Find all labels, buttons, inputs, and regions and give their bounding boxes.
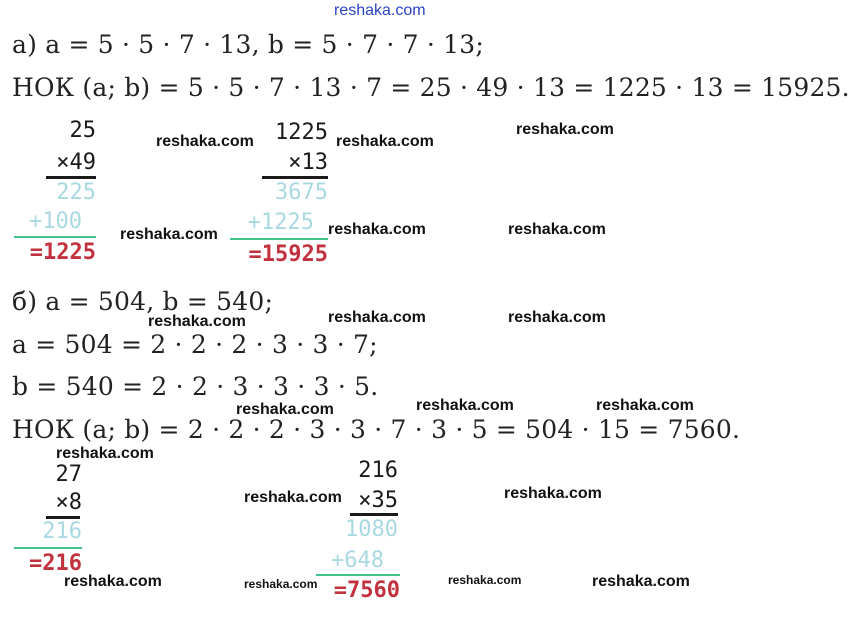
mult-b2-partial-1: 1080 <box>345 517 398 542</box>
part-b-lcm-line: НОК (a; b) = 2 · 2 · 2 · 3 · 3 · 7 · 3 · 5 = 504 · 15 = 7560. <box>12 415 741 444</box>
mult-b1-sum-rule <box>14 547 82 549</box>
watermark: reshaka.com <box>56 445 154 462</box>
mult-a2-partial-1: 3675 <box>275 180 328 205</box>
mult-b1-bottom: ×8 <box>55 490 82 515</box>
mult-b2-result: =7560 <box>333 578 400 603</box>
watermark: reshaka.com <box>64 573 162 590</box>
mult-a2-rule <box>262 176 328 179</box>
watermark: reshaka.com <box>416 397 514 414</box>
watermark: reshaka.com <box>236 401 334 418</box>
part-b-factor-a: a = 504 = 2 · 2 · 2 · 3 · 3 · 7; <box>12 330 378 359</box>
watermark: reshaka.com <box>148 313 246 330</box>
mult-a2-result: =15925 <box>248 242 328 267</box>
watermark: reshaka.com <box>448 573 522 587</box>
mult-a2-bottom: ×13 <box>288 150 328 175</box>
watermark: reshaka.com <box>592 573 690 590</box>
part-a-line-1: а) a = 5 · 5 · 7 · 13, b = 5 · 7 · 7 · 13; <box>12 30 485 59</box>
mult-a2-top: 1225 <box>275 120 328 145</box>
part-a-lcm-line: НОК (a; b) = 5 · 5 · 7 · 13 · 7 = 25 · 49 · 13 = 1225 · 13 = 15925. <box>12 73 850 102</box>
part-b-line-1: б) a = 504, b = 540; <box>12 287 274 316</box>
watermark: reshaka.com <box>336 133 434 150</box>
watermark: reshaka.com <box>328 309 426 326</box>
mult-b2-sum-rule <box>316 574 400 576</box>
watermark: reshaka.com <box>596 397 694 414</box>
watermark: reshaka.com <box>508 221 606 238</box>
watermark: reshaka.com <box>244 577 318 591</box>
watermark: reshaka.com <box>244 489 342 506</box>
mult-b2-partial-2: +648 <box>331 548 384 573</box>
watermark: reshaka.com <box>516 121 614 138</box>
watermark: reshaka.com <box>508 309 606 326</box>
mult-b1-partial-1: 216 <box>42 519 82 544</box>
watermark: reshaka.com <box>504 485 602 502</box>
watermark-header: reshaka.com <box>334 2 426 19</box>
part-b-factor-b: b = 540 = 2 · 2 · 3 · 3 · 3 · 5. <box>12 372 379 401</box>
mult-b2-rule <box>350 513 398 516</box>
mult-a1-sum-rule <box>14 236 96 238</box>
mult-a1-rule <box>46 176 96 179</box>
mult-a1-top: 25 <box>69 118 96 143</box>
mult-b1-result: =216 <box>29 551 82 576</box>
mult-a1-result: =1225 <box>29 240 96 265</box>
mult-a1-partial-2: +100 <box>29 209 82 234</box>
mult-b1-top: 27 <box>55 462 82 487</box>
mult-a2-partial-2: +1225 <box>247 210 314 235</box>
watermark: reshaka.com <box>120 226 218 243</box>
watermark: reshaka.com <box>156 133 254 150</box>
mult-b2-top: 216 <box>358 458 398 483</box>
mult-b2-bottom: ×35 <box>358 488 398 513</box>
mult-a2-sum-rule <box>230 238 328 240</box>
mult-a1-partial-1: 225 <box>56 180 96 205</box>
watermark: reshaka.com <box>328 221 426 238</box>
mult-a1-bottom: ×49 <box>56 150 96 175</box>
